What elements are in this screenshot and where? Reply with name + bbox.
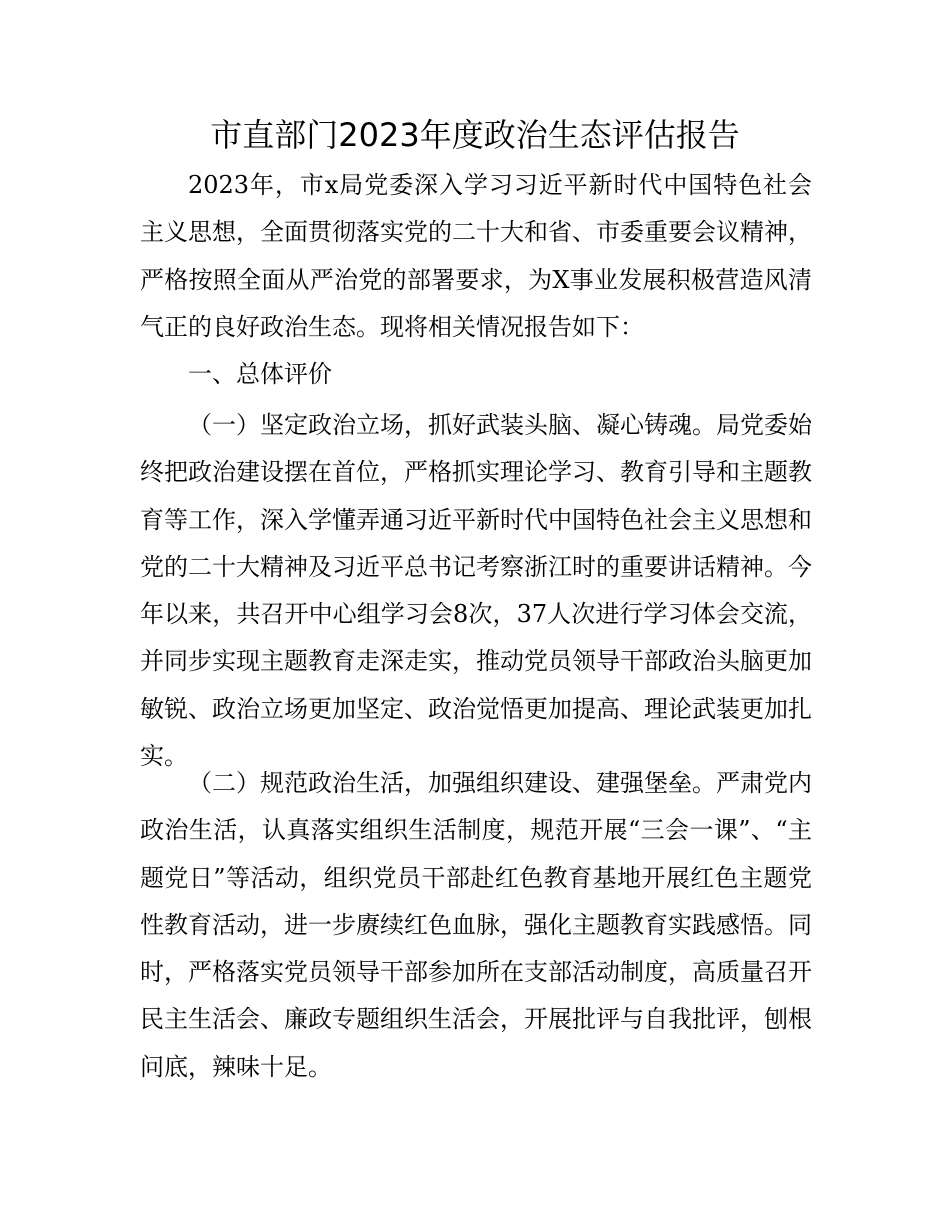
- section-heading-overall-evaluation: 一、总体评价: [188, 360, 332, 388]
- subsection-paragraph-2: （二）规范政治生活，加强组织建设、建强堡垒。严肃党内政治生活，认真落实组织生活制度，规范开展“三会一课”、“主题党日”等活动，组织党员干部赴红色教育基地开展红色主题党性教育活动，进一步赓续红色血脉，强化主题教育实践感悟。同时，严格落实党员领导干部参加所在支部活动制度，高质量召开民主生活会、廉政专题组织生活会，开展批评与自我批评，刨根问底，辣味十足。: [140, 769, 812, 1081]
- subsection-paragraph-1: （一）坚定政治立场，抓好武装头脑、凝心铸魂。局党委始终把政治建设摆在首位，严格抓实理论学习、教育引导和主题教育等工作，深入学懂弄通习近平新时代中国特色社会主义思想和党的二十大精神及习近平总书记考察浙江时的重要讲话精神。今年以来，共召开中心组学习会8次，37人次进行学习体会交流，并同步实现主题教育走深走实，推动党员领导干部政治头脑更加敏锐、政治立场更加坚定、政治觉悟更加提高、理论武装更加扎实。: [140, 411, 812, 771]
- document-title: 市直部门2023年度政治生态评估报告: [210, 116, 740, 154]
- intro-paragraph: 2023年，市x局党委深入学习习近平新时代中国特色社会主义思想，全面贯彻落实党的二十大和省、市委重要会议精神，严格按照全面从严治党的部署要求，为X事业发展积极营造风清气正的良好政治生态。现将相关情况报告如下：: [140, 171, 812, 341]
